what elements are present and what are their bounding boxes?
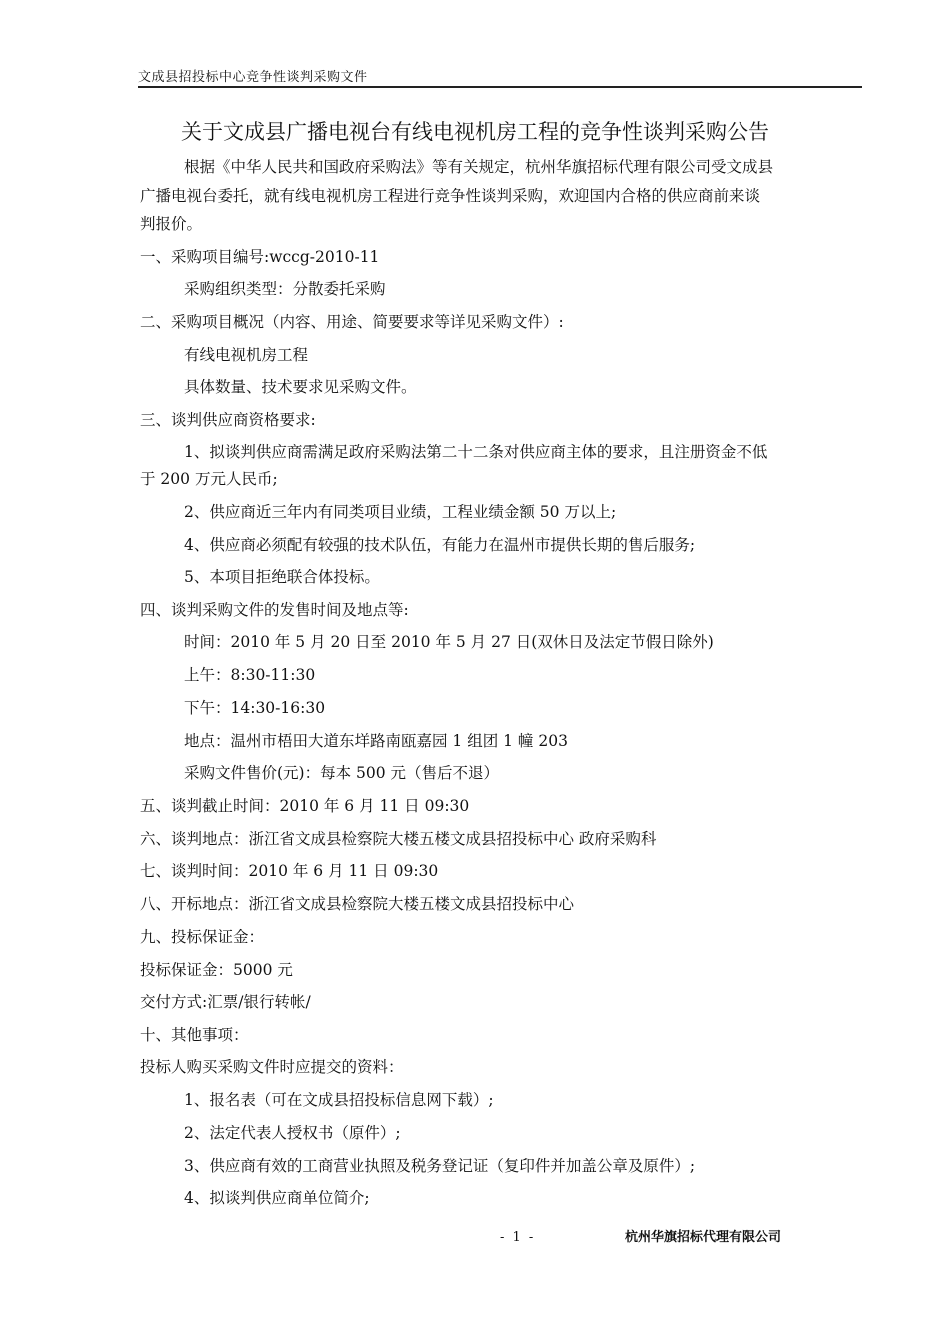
requirement-1: 1、拟谈判供应商需满足政府采购法第二十二条对供应商主体的要求，且注册资金不低 xyxy=(184,443,768,461)
requirement-4: 4、供应商必须配有较强的技术队伍，有能力在温州市提供长期的售后服务; xyxy=(184,536,696,554)
section-3-heading: 三、谈判供应商资格要求: xyxy=(140,411,316,429)
section-2-heading: 二、采购项目概况（内容、用途、简要要求等详见采购文件）: xyxy=(140,313,564,331)
project-name: 有线电视机房工程 xyxy=(184,346,309,364)
document-title: 关于文成县广播电视台有线电视机房工程的竞争性谈判采购公告 xyxy=(181,120,769,144)
section-7: 七、谈判时间：2010 年 6 月 11 日 09:30 xyxy=(140,862,439,880)
section-10-intro: 投标人购买采购文件时应提交的资料： xyxy=(140,1058,404,1076)
list-item: 4、拟谈判供应商单位简介; xyxy=(184,1189,370,1207)
intro-line: 根据《中华人民共和国政府采购法》等有关规定，杭州华旗招标代理有限公司受文成县 xyxy=(184,158,774,176)
sale-time: 时间：2010 年 5 月 20 日至 2010 年 5 月 27 日(双休日及法定节假日除外) xyxy=(184,633,714,651)
requirement-5: 5、本项目拒绝联合体投标。 xyxy=(184,568,380,586)
header-text: 文成县招投标中心竞争性谈判采购文件 xyxy=(138,70,368,85)
page-number: - 1 - xyxy=(500,1230,536,1245)
footer-company: 杭州华旗招标代理有限公司 xyxy=(625,1230,782,1245)
section-10-heading: 十、其他事项： xyxy=(140,1026,249,1044)
requirement-2: 2、供应商近三年内有同类项目业绩，工程业绩金额 50 万以上; xyxy=(184,503,617,521)
list-item: 3、供应商有效的工商营业执照及税务登记证（复印件并加盖公章及原件）; xyxy=(184,1157,696,1175)
sale-place: 地点：温州市梧田大道东垟路南瓯嘉园 1 组团 1 幢 203 xyxy=(184,732,568,750)
requirement-1-cont: 于 200 万元人民币; xyxy=(140,470,278,488)
deposit-amount: 投标保证金：5000 元 xyxy=(140,961,293,979)
section-5: 五、谈判截止时间：2010 年 6 月 11 日 09:30 xyxy=(140,797,470,815)
document-price: 采购文件售价(元)：每本 500 元（售后不退） xyxy=(184,764,500,782)
deposit-method: 交付方式:汇票/银行转帐/ xyxy=(140,993,311,1011)
section-6: 六、谈判地点：浙江省文成县检察院大楼五楼文成县招投标中心 政府采购科 xyxy=(140,830,657,848)
section-4-heading: 四、谈判采购文件的发售时间及地点等: xyxy=(140,601,409,619)
page-header xyxy=(138,66,862,88)
procurement-type: 采购组织类型：分散委托采购 xyxy=(184,280,386,298)
intro-line: 判报价。 xyxy=(140,215,203,233)
list-item: 2、法定代表人授权书（原件）; xyxy=(184,1124,401,1142)
list-item: 1、报名表（可在文成县招投标信息网下载）; xyxy=(184,1091,494,1109)
intro-line: 广播电视台委托，就有线电视机房工程进行竞争性谈判采购，欢迎国内合格的供应商前来谈 xyxy=(140,187,761,205)
section-8: 八、开标地点：浙江省文成县检察院大楼五楼文成县招投标中心 xyxy=(140,895,575,913)
section-1-heading: 一、采购项目编号:wccg-2010-11 xyxy=(140,248,380,266)
sale-afternoon: 下午：14:30-16:30 xyxy=(184,699,326,717)
project-detail: 具体数量、技术要求见采购文件。 xyxy=(184,378,417,396)
sale-morning: 上午：8:30-11:30 xyxy=(184,666,316,684)
section-9-heading: 九、投标保证金： xyxy=(140,928,265,946)
